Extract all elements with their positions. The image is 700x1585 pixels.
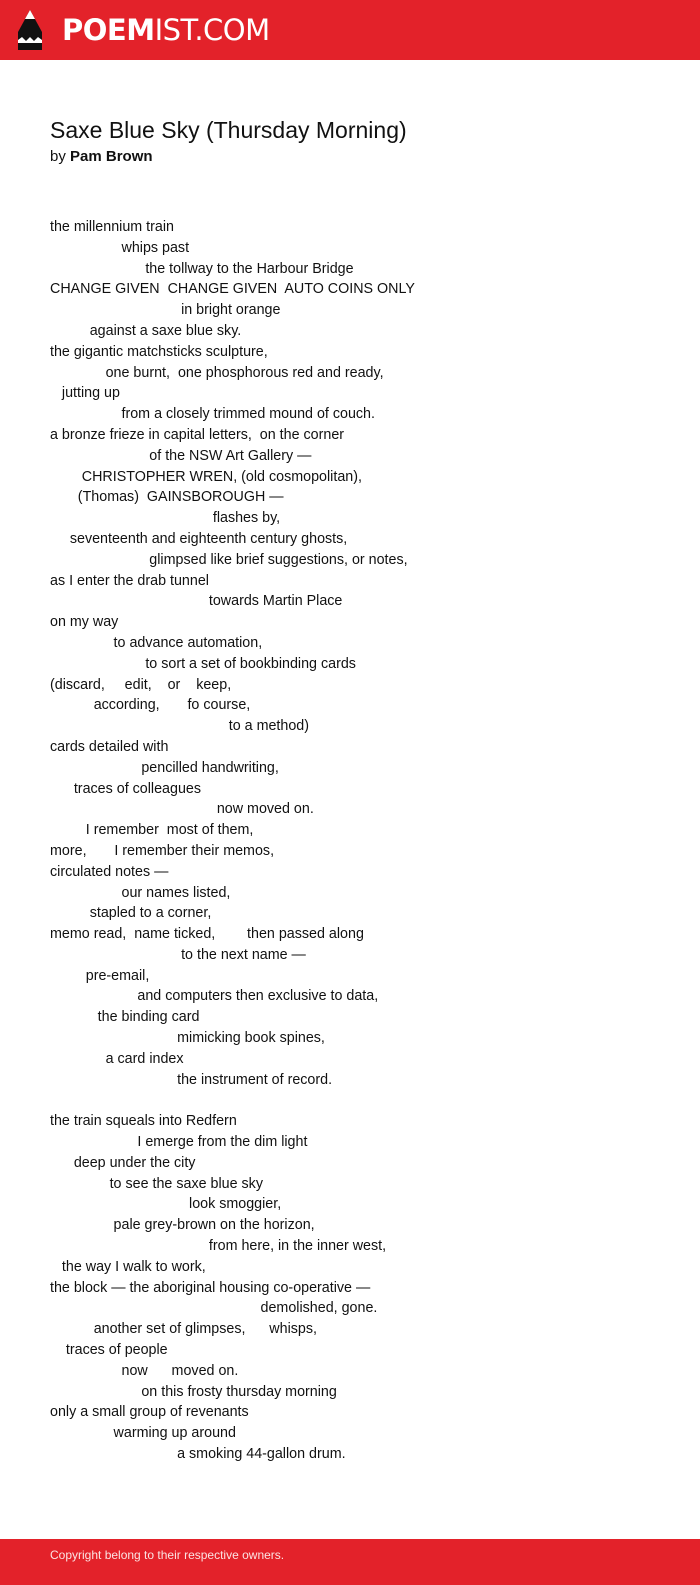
poem-line: pale grey-brown on the horizon, (50, 1217, 315, 1234)
poem-line: circulated notes — (50, 863, 169, 880)
poem-line: of the NSW Art Gallery — (50, 447, 312, 464)
poem-body (50, 217, 670, 1465)
logo-brand-bold: POEM (62, 13, 155, 47)
poem-line: CHRISTOPHER WREN, (old cosmopolitan), (50, 468, 362, 485)
pencil-icon[interactable] (18, 10, 42, 50)
poem-line: as I enter the drab tunnel (50, 572, 209, 589)
poem-line: against a saxe blue sky. (50, 322, 242, 339)
poem-line: towards Martin Place (50, 593, 343, 610)
poem-line: the tollway to the Harbour Bridge (50, 260, 354, 277)
poem-line: a smoking 44-gallon drum. (50, 1446, 346, 1463)
poem-line: now moved on. (50, 1362, 239, 1379)
poem-line: warming up around (50, 1425, 236, 1442)
copyright-text: Copyright belong to their respective owners. (50, 1548, 285, 1562)
poem-line: I emerge from the dim light (50, 1134, 308, 1151)
poem-line: one burnt, one phosphorous red and ready, (50, 364, 384, 381)
poem-line: from a closely trimmed mound of couch. (50, 406, 375, 423)
poem-line: cards detailed with (50, 738, 169, 755)
poem-line: demolished, gone. (50, 1300, 378, 1317)
poem-line: stapled to a corner, (50, 905, 212, 922)
poem-line: pencilled handwriting, (50, 759, 279, 776)
poem-line: to sort a set of bookbinding cards (50, 655, 356, 672)
poem-line: according, fo course, (50, 697, 251, 714)
poem-line: our names listed, (50, 884, 231, 901)
poem-line: to advance automation, (50, 634, 263, 651)
logo-brand-light: IST.COM (154, 13, 270, 47)
poem-author[interactable]: Pam Brown (70, 148, 153, 165)
poem-line: memo read, name ticked, then passed along (50, 926, 364, 943)
poem-line: (discard, edit, or keep, (50, 676, 232, 693)
poem-line: mimicking book spines, (50, 1030, 325, 1047)
poem-line: from here, in the inner west, (50, 1238, 387, 1255)
poem-line: (Thomas) GAINSBOROUGH — (50, 489, 284, 506)
site-footer (0, 1539, 700, 1585)
poem-line: to the next name — (50, 946, 306, 963)
site-header (0, 0, 700, 60)
poem-line: and computers then exclusive to data, (50, 988, 379, 1005)
poem-line: only a small group of revenants (50, 1404, 249, 1421)
poem-line: jutting up (50, 385, 120, 402)
poem-line: look smoggier, (50, 1196, 282, 1213)
poem-line: flashes by, (50, 510, 281, 527)
poem-line: to a method) (50, 718, 310, 735)
poem-line: the binding card (50, 1009, 200, 1026)
poem-line: pre-email, (50, 967, 150, 984)
poem-line: more, I remember their memos, (50, 842, 275, 859)
poem-line: on this frosty thursday morning (50, 1383, 337, 1400)
by-label: by (50, 148, 66, 165)
poem-line: traces of people (50, 1342, 168, 1359)
poem-line: seventeenth and eighteenth century ghosts, (50, 530, 348, 547)
poem-line: in bright orange (50, 302, 281, 319)
poem-line: deep under the city (50, 1154, 196, 1171)
poem-line: to see the saxe blue sky (50, 1175, 263, 1192)
poem-line: CHANGE GIVEN CHANGE GIVEN AUTO COINS ONLY (50, 281, 415, 298)
poem-line: I remember most of them, (50, 822, 254, 839)
poem-line: whips past (50, 239, 190, 256)
poem-line: the millennium train (50, 219, 174, 235)
poem-line: now moved on. (50, 801, 314, 818)
poem-line: the block — the aboriginal housing co-operative — (50, 1279, 371, 1296)
poem-line: the gigantic matchsticks sculpture, (50, 343, 268, 360)
poem-line: another set of glimpses, whisps, (50, 1321, 317, 1338)
poem-byline (50, 147, 153, 167)
poem-line: traces of colleagues (50, 780, 201, 797)
poem-title: Saxe Blue Sky (Thursday Morning) (50, 117, 407, 143)
poem-line: the instrument of record. (50, 1071, 333, 1088)
poem-line: the train squeals into Redfern (50, 1113, 237, 1130)
poem-line: the way I walk to work, (50, 1258, 206, 1275)
site-logo[interactable] (62, 12, 270, 48)
poem-line: a card index (50, 1050, 184, 1067)
poem-line: on my way (50, 614, 119, 631)
poem-line: glimpsed like brief suggestions, or notes, (50, 551, 408, 568)
poem-line: a bronze frieze in capital letters, on the corner (50, 426, 345, 443)
poem-line (50, 1090, 670, 1111)
